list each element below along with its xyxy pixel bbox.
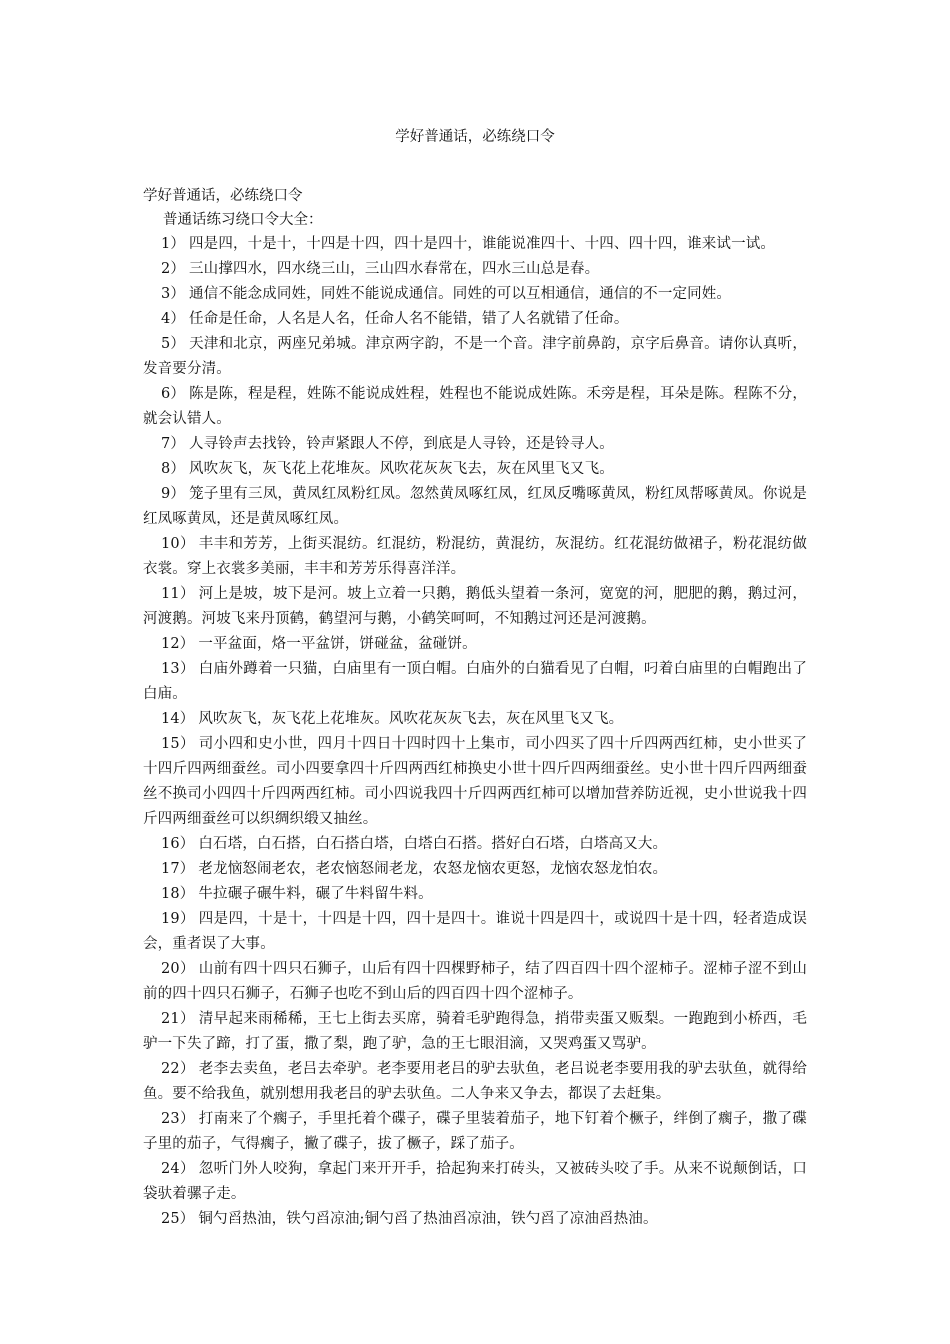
list-item-text: 司小四和史小世，四月十四日十四时四十上集市，司小四买了四十斤四两西红柿，史小世买了十四斤四两细蚕丝。司小四要拿四十斤四两西红柿换史小世十四斤四两细蚕丝。史小世十四斤四两细蚕丝不换司小四四十斤四两西红柿。司小四说我四十斤四两西红柿可以增加营养防近视，史小世说我十四斤四两细蚕丝可以织绸织缎又抽丝。	[143, 736, 807, 827]
list-item-number: 23）	[161, 1111, 195, 1127]
list-item-number: 6）	[161, 386, 186, 402]
list-item	[143, 1007, 807, 1057]
list-item	[143, 1107, 807, 1157]
list-item-number: 14）	[161, 711, 195, 727]
list-item-number: 13）	[161, 661, 195, 677]
list-item	[143, 1157, 807, 1207]
document-intro: 普通话练习绕口令大全：	[163, 212, 323, 228]
list-item	[143, 482, 807, 532]
list-item-text: 任命是任命，人名是人名，任命人名不能错，错了人名就错了任命。	[189, 311, 629, 327]
list-item-number: 24）	[161, 1161, 195, 1177]
list-item-text: 风吹灰飞，灰飞花上花堆灰。风吹花灰灰飞去，灰在风里飞又飞。	[198, 711, 624, 727]
list-item-text: 人寻铃声去找铃，铃声紧跟人不停，到底是人寻铃，还是铃寻人。	[189, 436, 614, 452]
list-item	[143, 382, 807, 432]
list-item-number: 11）	[161, 586, 195, 602]
list-item-text: 丰丰和芳芳，上街买混纺。红混纺，粉混纺，黄混纺，灰混纺。红花混纺做裙子，粉花混纺做衣裳。穿上衣裳多美丽，丰丰和芳芳乐得喜洋洋。	[143, 536, 807, 577]
list-item-text: 三山撑四水，四水绕三山，三山四水春常在，四水三山总是春。	[189, 261, 600, 277]
list-item	[143, 457, 807, 482]
list-item-number: 20）	[161, 961, 195, 977]
tongue-twister-list	[143, 232, 807, 1232]
list-item-text: 山前有四十四只石狮子，山后有四十四棵野柿子，结了四百四十四个涩柿子。涩柿子涩不到山前的四十四只石狮子，石狮子也吃不到山后的四百四十四个涩柿子。	[143, 961, 807, 1002]
list-item	[143, 332, 807, 382]
list-item-text: 清早起来雨稀稀，王七上街去买席，骑着毛驴跑得急，捎带卖蛋又贩梨。一跑跑到小桥西，毛驴一下失了蹄，打了蛋，撒了梨，跑了驴，急的王七眼泪滴，又哭鸡蛋又骂驴。	[143, 1011, 807, 1052]
list-item	[143, 232, 807, 257]
list-item-number: 5）	[161, 336, 186, 352]
list-item-text: 老龙恼怒闹老农，老农恼怒闹老龙，农怒龙恼农更怒，龙恼农怒龙怕农。	[198, 861, 668, 877]
list-item-number: 22）	[161, 1061, 195, 1077]
list-item-number: 18）	[161, 886, 195, 902]
list-item-text: 牛拉碾子碾牛料，碾了牛料留牛料。	[198, 886, 433, 902]
document-title: 学好普通话，必练绕口令	[395, 129, 555, 145]
list-item-text: 四是四，十是十，十四是十四，四十是四十，谁能说准四十、十四、四十四，谁来试一试。	[189, 236, 776, 252]
document-heading: 学好普通话，必练绕口令	[143, 188, 303, 204]
list-item-text: 白石塔，白石搭，白石搭白塔，白塔白石搭。搭好白石塔，白塔高又大。	[198, 836, 668, 852]
list-item-text: 通信不能念成同姓，同姓不能说成通信。同姓的可以互相通信，通信的不一定同姓。	[189, 286, 732, 302]
list-item	[143, 882, 807, 907]
list-item	[143, 707, 807, 732]
list-item-number: 1）	[161, 236, 186, 252]
list-item-number: 25）	[161, 1211, 195, 1227]
list-item	[143, 1207, 807, 1232]
list-item-text: 打南来了个瘸子，手里托着个碟子，碟子里装着茄子，地下钉着个橛子，绊倒了瘸子，撒了碟子里的茄子，气得瘸子，撇了碟子，拔了橛子，踩了茄子。	[143, 1111, 807, 1152]
list-item	[143, 907, 807, 957]
list-item-number: 19）	[161, 911, 195, 927]
list-item-number: 7）	[161, 436, 186, 452]
list-item-text: 四是四，十是十，十四是十四，四十是四十。谁说十四是四十，或说四十是十四，轻者造成误会，重者误了大事。	[143, 911, 807, 952]
list-item	[143, 1057, 807, 1107]
list-item-number: 9）	[161, 486, 186, 502]
list-item-number: 10）	[161, 536, 195, 552]
list-item	[143, 857, 807, 882]
list-item	[143, 532, 807, 582]
list-item-text: 天津和北京，两座兄弟城。津京两字韵，不是一个音。津字前鼻韵，京字后鼻音。请你认真听，发音要分清。	[143, 336, 807, 377]
list-item-text: 铜勺舀热油，铁勺舀凉油;铜勺舀了热油舀凉油，铁勺舀了凉油舀热油。	[198, 1211, 658, 1227]
list-item	[143, 632, 807, 657]
list-item-number: 21）	[161, 1011, 195, 1027]
list-item-number: 8）	[161, 461, 186, 477]
list-item-number: 4）	[161, 311, 186, 327]
list-item-text: 笼子里有三凤，黄凤红凤粉红凤。忽然黄凤啄红凤，红凤反嘴啄黄凤，粉红凤帮啄黄凤。你说是红凤啄黄凤，还是黄凤啄红凤。	[143, 486, 807, 527]
list-item	[143, 732, 807, 832]
list-item-text: 风吹灰飞，灰飞花上花堆灰。风吹花灰灰飞去，灰在风里飞又飞。	[189, 461, 614, 477]
list-item-number: 16）	[161, 836, 195, 852]
list-item-text: 忽听门外人咬狗，拿起门来开开手，拾起狗来打砖头，又被砖头咬了手。从来不说颠倒话，口袋驮着骡子走。	[143, 1161, 807, 1202]
list-item	[143, 282, 807, 307]
list-item-number: 17）	[161, 861, 195, 877]
list-item-number: 12）	[161, 636, 195, 652]
list-item-text: 白庙外蹲着一只猫，白庙里有一顶白帽。白庙外的白猫看见了白帽，叼着白庙里的白帽跑出了白庙。	[143, 661, 807, 702]
list-item	[143, 832, 807, 857]
list-item-text: 老李去卖鱼，老吕去牵驴。老李要用老吕的驴去驮鱼，老吕说老李要用我的驴去驮鱼，就得给鱼。要不给我鱼，就别想用我老吕的驴去驮鱼。二人争来又争去，都误了去赶集。	[143, 1061, 807, 1102]
list-item-text: 陈是陈，程是程，姓陈不能说成姓程，姓程也不能说成姓陈。禾旁是程，耳朵是陈。程陈不分，就会认错人。	[143, 386, 807, 427]
list-item-number: 2）	[161, 261, 186, 277]
list-item-text: 一平盆面，烙一平盆饼，饼碰盆，盆碰饼。	[198, 636, 477, 652]
list-item-text: 河上是坡，坡下是河。坡上立着一只鹅，鹅低头望着一条河，宽宽的河，肥肥的鹅，鹅过河，河渡鹅。河坡飞来丹顶鹤，鹤望河与鹅，小鹤笑呵呵，不知鹅过河还是河渡鹅。	[143, 586, 807, 627]
list-item	[143, 657, 807, 707]
list-item-number: 3）	[161, 286, 186, 302]
list-item	[143, 957, 807, 1007]
list-item	[143, 307, 807, 332]
list-item	[143, 257, 807, 282]
list-item	[143, 582, 807, 632]
list-item	[143, 432, 807, 457]
list-item-number: 15）	[161, 736, 195, 752]
